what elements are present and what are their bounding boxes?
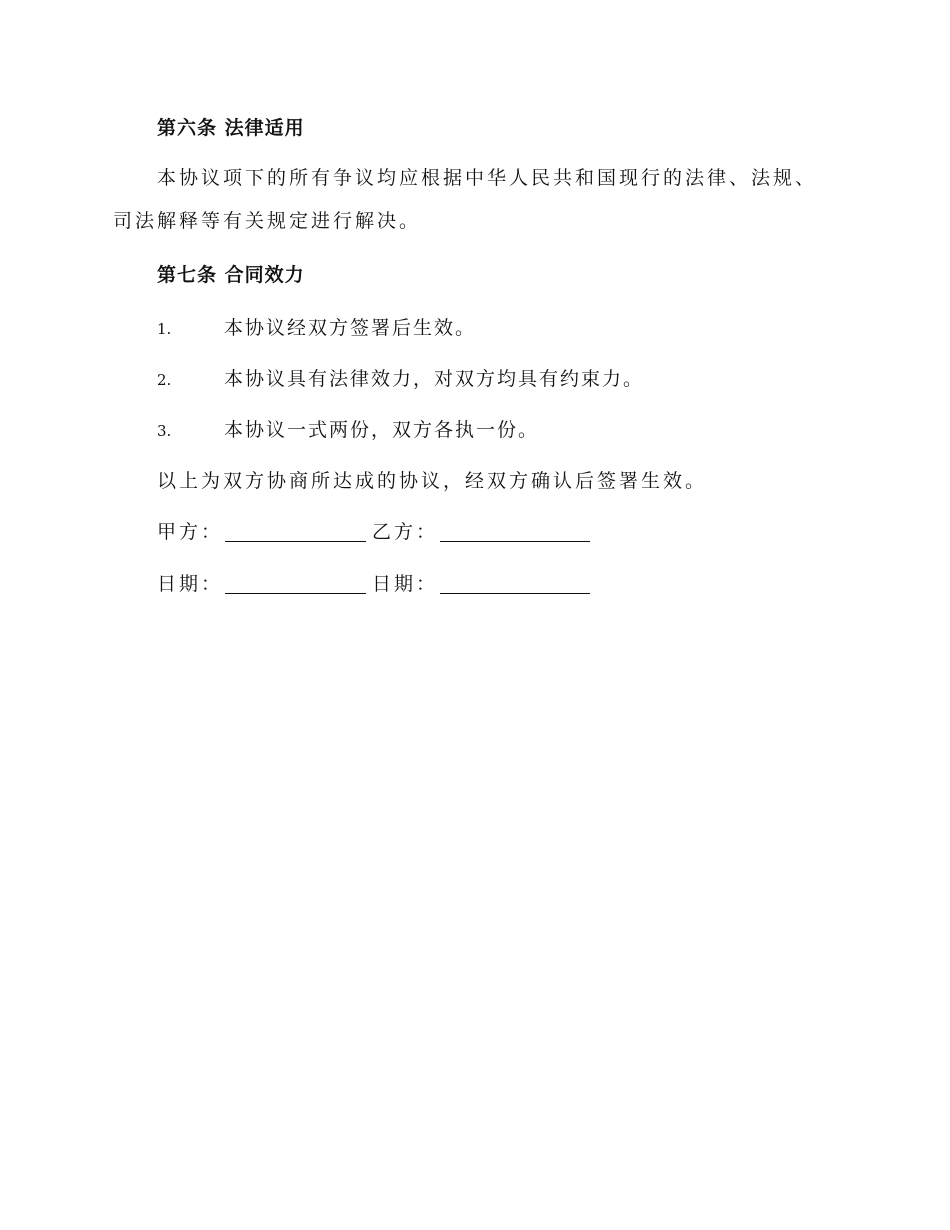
- party-a-signature-field[interactable]: [225, 521, 366, 542]
- list-item-text: 本协议具有法律效力，对双方均具有约束力。: [224, 368, 645, 390]
- list-item: [157, 313, 476, 340]
- list-item: [157, 415, 539, 442]
- signature-row-parties: [157, 517, 596, 544]
- list-item-text: 本协议经双方签署后生效。: [224, 317, 477, 339]
- signature-row-dates: [157, 569, 596, 596]
- article-6-title: 第六条 法律适用: [157, 117, 305, 139]
- date-a-field[interactable]: [225, 573, 366, 594]
- article-6-body: 本协议项下的所有争议均应根据中华人民共和国现行的法律、法规、司法解释等有关规定进行解决。: [113, 167, 818, 232]
- party-a-label: 甲方：: [157, 521, 224, 543]
- date-b-label: 日期：: [372, 573, 439, 595]
- article-7-title: 第七条 合同效力: [157, 264, 305, 286]
- list-item-text: 本协议一式两份，双方各执一份。: [224, 419, 540, 441]
- date-b-field[interactable]: [440, 573, 590, 594]
- closing-statement: 以上为双方协商所达成的协议，经双方确认后签署生效。: [157, 470, 708, 492]
- list-item-number: 2.: [157, 371, 172, 389]
- party-b-label: 乙方：: [372, 521, 439, 543]
- list-item-number: 3.: [157, 422, 172, 440]
- list-item: [157, 364, 644, 391]
- date-a-label: 日期：: [157, 573, 224, 595]
- party-b-signature-field[interactable]: [440, 521, 590, 542]
- list-item-number: 1.: [157, 320, 172, 338]
